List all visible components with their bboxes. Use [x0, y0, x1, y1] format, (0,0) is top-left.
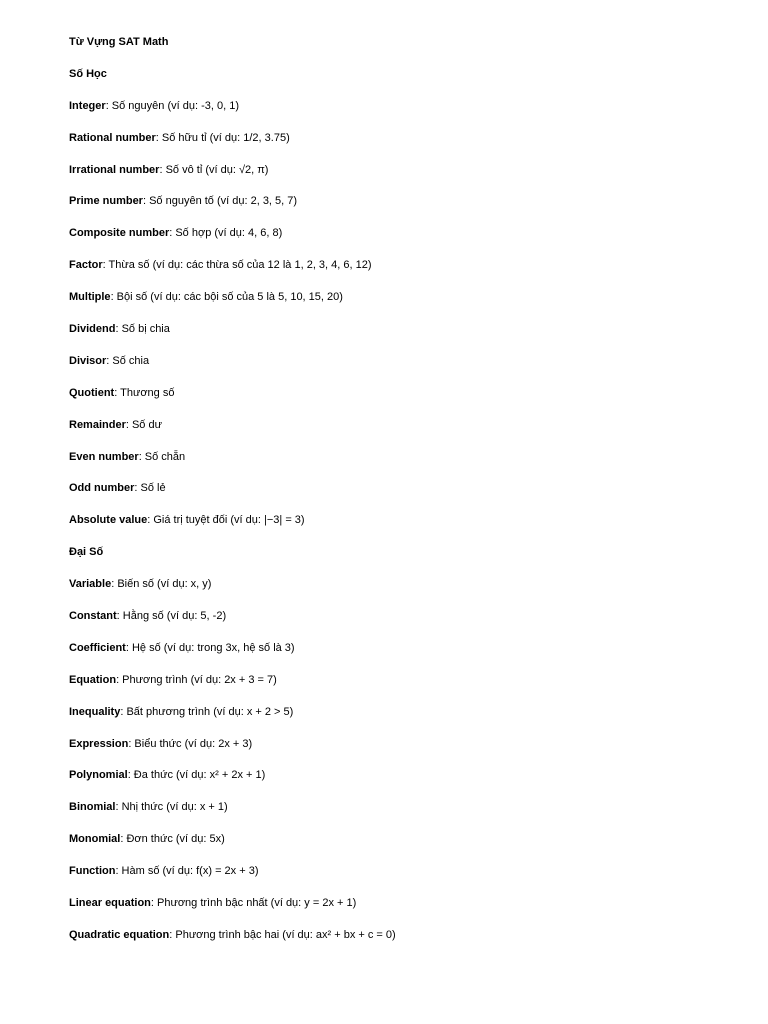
section-heading-algebra: Đại Số — [69, 546, 104, 559]
entry-irrational-number — [69, 161, 729, 193]
definition: : Nhị thức (ví dụ: x + 1) — [115, 801, 228, 814]
definition: : Giá trị tuyệt đối (ví dụ: |−3| = 3) — [147, 514, 305, 527]
term: Integer — [69, 99, 106, 112]
definition: : Số nguyên tố (ví dụ: 2, 3, 5, 7) — [142, 195, 298, 208]
term: Absolute value — [69, 514, 148, 527]
term: Coefficient — [69, 641, 126, 654]
entry-dividend — [69, 320, 729, 352]
definition: : Phương trình (ví dụ: 2x + 3 = 7) — [116, 673, 277, 686]
definition: : Đơn thức (ví dụ: 5x) — [120, 833, 225, 846]
definition: : Bất phương trình (ví dụ: x + 2 > 5) — [120, 705, 294, 718]
definition: : Hằng số (ví dụ: 5, -2) — [116, 610, 227, 623]
definition: : Biểu thức (ví dụ: 2x + 3) — [128, 737, 253, 750]
document-body — [69, 33, 729, 958]
term: Constant — [69, 610, 117, 623]
entry-quadratic-equation — [69, 926, 729, 958]
term: Divisor — [69, 354, 107, 367]
entry-equation — [69, 671, 729, 703]
term: Quadratic equation — [69, 928, 170, 941]
term: Equation — [69, 673, 117, 686]
definition: : Đa thức (ví dụ: x² + 2x + 1) — [127, 769, 266, 782]
term: Monomial — [69, 833, 121, 846]
entry-prime-number — [69, 192, 729, 224]
entry-polynomial — [69, 766, 729, 798]
entry-function — [69, 862, 729, 894]
definition: : Số vô tỉ (ví dụ: √2, π) — [159, 163, 269, 176]
definition: : Bội số (ví dụ: các bội số của 5 là 5, 10, 15, 20) — [110, 291, 343, 304]
definition: : Số chẵn — [138, 450, 186, 463]
term: Variable — [69, 578, 112, 591]
term: Inequality — [69, 705, 121, 718]
term: Linear equation — [69, 897, 151, 910]
definition: : Thương số — [114, 386, 175, 399]
term: Dividend — [69, 323, 116, 336]
entry-monomial — [69, 830, 729, 862]
term: Remainder — [69, 418, 126, 431]
definition: : Số dư — [125, 418, 162, 431]
definition: : Hàm số (ví dụ: f(x) = 2x + 3) — [115, 865, 259, 878]
definition: : Số hợp (ví dụ: 4, 6, 8) — [169, 227, 283, 240]
term: Multiple — [69, 291, 111, 304]
term: Quotient — [69, 386, 115, 399]
entry-expression — [69, 735, 729, 767]
entry-multiple — [69, 288, 729, 320]
entry-coefficient — [69, 639, 729, 671]
term: Rational number — [69, 131, 156, 144]
term: Factor — [69, 259, 103, 272]
entry-inequality — [69, 703, 729, 735]
entry-divisor — [69, 352, 729, 384]
term: Even number — [69, 450, 139, 463]
term: Expression — [69, 737, 129, 750]
entry-binomial — [69, 798, 729, 830]
entry-rational-number — [69, 129, 729, 161]
entry-quotient — [69, 384, 729, 416]
term: Irrational number — [69, 163, 160, 176]
definition: : Số nguyên (ví dụ: -3, 0, 1) — [105, 99, 239, 112]
term: Function — [69, 865, 116, 878]
entry-even-number — [69, 448, 729, 480]
entry-absolute-value — [69, 511, 729, 543]
definition: : Hệ số (ví dụ: trong 3x, hệ số là 3) — [125, 641, 295, 654]
entry-integer — [69, 97, 729, 129]
term: Prime number — [69, 195, 143, 208]
definition: : Phương trình bậc nhất (ví dụ: y = 2x + 1) — [150, 897, 357, 910]
definition: : Số hữu tỉ (ví dụ: 1/2, 3.75) — [155, 131, 290, 144]
entry-composite-number — [69, 224, 729, 256]
term: Polynomial — [69, 769, 128, 782]
term: Binomial — [69, 801, 116, 814]
entry-variable — [69, 575, 729, 607]
document-title: Từ Vựng SAT Math — [69, 36, 169, 48]
definition: : Số chia — [106, 354, 150, 367]
term: Odd number — [69, 482, 135, 495]
entry-linear-equation — [69, 894, 729, 926]
definition: : Phương trình bậc hai (ví dụ: ax² + bx + c = 0) — [169, 928, 396, 941]
definition: : Số lẻ — [134, 482, 166, 495]
entry-remainder — [69, 416, 729, 448]
entry-odd-number — [69, 479, 729, 511]
entry-factor — [69, 256, 729, 288]
section-heading-arithmetic: Số Học — [69, 67, 107, 80]
entry-constant — [69, 607, 729, 639]
term: Composite number — [69, 227, 170, 240]
definition: : Thừa số (ví dụ: các thừa số của 12 là 1, 2, 3, 4, 6, 12) — [102, 259, 372, 272]
definition: : Biến số (ví dụ: x, y) — [111, 578, 212, 591]
definition: : Số bị chia — [115, 323, 170, 336]
